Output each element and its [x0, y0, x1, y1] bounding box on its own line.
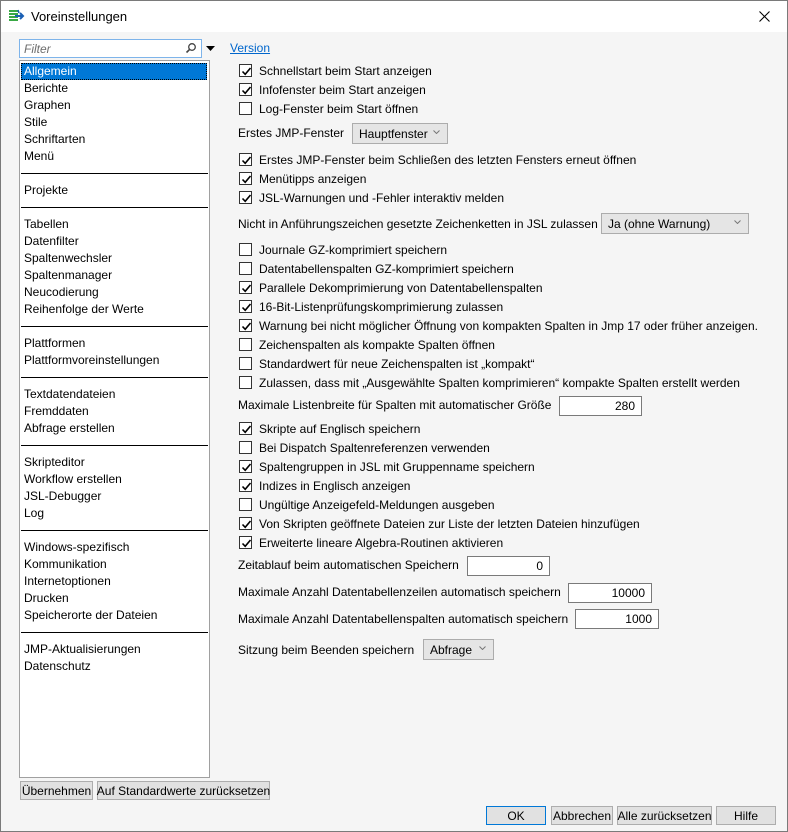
checkbox[interactable]: [239, 422, 252, 435]
nav-separator: [21, 445, 208, 446]
checkbox[interactable]: [239, 172, 252, 185]
sidebar-item[interactable]: Plattformvoreinstellungen: [24, 353, 160, 367]
checkbox-row[interactable]: [239, 355, 534, 372]
checkbox-label: Skripte auf Englisch speichern: [259, 421, 421, 436]
sidebar-item[interactable]: Internetoptionen: [24, 574, 111, 588]
sidebar-item[interactable]: Fremddaten: [24, 404, 89, 418]
checkmark-icon: [241, 519, 252, 530]
checkbox[interactable]: [239, 191, 252, 204]
checkbox[interactable]: [239, 536, 252, 549]
sidebar-item[interactable]: Graphen: [24, 98, 71, 112]
dropdown-arrow-icon: [206, 46, 215, 51]
checkbox-label: Journale GZ-komprimiert speichern: [259, 242, 448, 257]
sidebar-item[interactable]: Schriftarten: [24, 132, 86, 146]
sidebar-item[interactable]: Speicherorte der Dateien: [24, 608, 158, 622]
checkmark-icon: [241, 174, 252, 185]
checkbox-label: Erstes JMP-Fenster beim Schließen des letzten Fensters erneut öffnen: [259, 152, 637, 167]
checkbox[interactable]: [239, 83, 252, 96]
checkbox[interactable]: [239, 479, 252, 492]
checkbox[interactable]: [239, 319, 252, 332]
checkbox-label: Warnung bei nicht möglicher Öffnung von kompakten Spalten in Jmp 17 oder früher anzeigen.: [259, 318, 758, 333]
checkbox[interactable]: [239, 441, 252, 454]
filter-input[interactable]: [20, 40, 180, 57]
autosave-timeout-label: Zeitablauf beim automatischen Speichern: [238, 558, 459, 572]
nav-separator: [21, 530, 208, 531]
checkmark-icon: [241, 193, 252, 204]
sidebar-item[interactable]: Textdatendateien: [24, 387, 116, 401]
sidebar-item[interactable]: Datenfilter: [24, 234, 79, 248]
checkbox[interactable]: [239, 153, 252, 166]
sidebar-item[interactable]: Drucken: [24, 591, 69, 605]
nav-separator: [21, 632, 208, 633]
checkbox-row[interactable]: [239, 279, 543, 296]
checkbox-label: Erweiterte lineare Algebra-Routinen aktivieren: [259, 535, 504, 550]
checkmark-icon: [241, 321, 252, 332]
sidebar-item[interactable]: Allgemein: [21, 63, 207, 80]
reset-all-button[interactable]: Alle zurücksetzen: [617, 806, 712, 825]
checkbox[interactable]: [239, 300, 252, 313]
checkmark-icon: [241, 155, 252, 166]
checkbox-row[interactable]: [239, 298, 503, 315]
checkbox-row[interactable]: [239, 241, 447, 258]
nav-separator: [21, 377, 208, 378]
checkmark-icon: [241, 481, 252, 492]
checkbox-label: Schnellstart beim Start anzeigen: [259, 63, 432, 78]
checkbox[interactable]: [239, 243, 252, 256]
chevron-down-icon: [479, 646, 486, 650]
checkbox[interactable]: [239, 262, 252, 275]
sidebar-item[interactable]: Datenschutz: [24, 659, 91, 673]
checkbox-row[interactable]: [239, 170, 366, 187]
max-list-width-label: Maximale Listenbreite für Spalten mit automatischer Größe: [238, 398, 552, 412]
sidebar-item[interactable]: Tabellen: [24, 217, 69, 231]
checkbox-label: Ungültige Anzeigefeld-Meldungen ausgeben: [259, 497, 495, 512]
max-list-width-field[interactable]: 280: [559, 396, 642, 416]
nav-separator: [21, 326, 208, 327]
checkbox-row[interactable]: [239, 151, 636, 168]
checkbox-label: Log-Fenster beim Start öffnen: [259, 101, 419, 116]
first-window-select[interactable]: [352, 123, 448, 144]
first-window-label: Erstes JMP-Fenster: [238, 126, 345, 140]
checkbox-row[interactable]: [239, 496, 495, 513]
sidebar-item[interactable]: Log: [24, 506, 45, 520]
checkbox-label: Datentabellenspalten GZ-komprimiert speichern: [259, 261, 514, 276]
sidebar-item[interactable]: Plattformen: [24, 336, 86, 350]
checkbox-row[interactable]: [239, 374, 740, 391]
checkmark-icon: [241, 462, 252, 473]
sidebar-item[interactable]: Spaltenwechsler: [24, 251, 113, 265]
checkbox-label: Zulassen, dass mit „Ausgewählte Spalten komprimieren“ kompakte Spalten erstellt werden: [259, 375, 740, 390]
search-icon: [185, 42, 197, 54]
sidebar-item[interactable]: Stile: [24, 115, 48, 129]
checkbox[interactable]: [239, 102, 252, 115]
sidebar-item[interactable]: Abfrage erstellen: [24, 421, 115, 435]
sidebar-item[interactable]: Berichte: [24, 81, 69, 95]
checkmark-icon: [241, 66, 252, 77]
sidebar-item[interactable]: Skripteditor: [24, 455, 85, 469]
checkbox-row[interactable]: [239, 420, 420, 437]
checkbox-label: Spaltengruppen in JSL mit Gruppenname speichern: [259, 459, 535, 474]
nav-separator: [21, 207, 208, 208]
checkbox[interactable]: [239, 498, 252, 511]
nav-separator: [21, 173, 208, 174]
checkbox-label: Bei Dispatch Spaltenreferenzen verwenden: [259, 440, 490, 455]
sidebar-item[interactable]: Menü: [24, 149, 55, 163]
close-icon: [759, 11, 770, 22]
checkbox-row[interactable]: [239, 515, 640, 532]
checkbox-row[interactable]: [239, 477, 410, 494]
filter-field[interactable]: [19, 39, 202, 58]
sidebar-item[interactable]: Windows-spezifisch: [24, 540, 130, 554]
jmp-app-icon: [9, 9, 25, 23]
checkbox[interactable]: [239, 338, 252, 351]
sidebar-item[interactable]: Kommunikation: [24, 557, 107, 571]
checkbox-row[interactable]: [239, 260, 514, 277]
checkbox-row[interactable]: [239, 439, 490, 456]
checkbox[interactable]: [239, 357, 252, 370]
checkmark-icon: [241, 424, 252, 435]
category-list[interactable]: [19, 60, 210, 778]
checkmark-icon: [241, 302, 252, 313]
autosave-max-rows-label: Maximale Anzahl Datentabellenzeilen automatisch speichern: [238, 585, 561, 599]
save-session-value: Abfrage: [430, 642, 473, 657]
sidebar-item[interactable]: Projekte: [24, 183, 69, 197]
autosave-max-cols-label: Maximale Anzahl Datentabellenspalten automatisch speichern: [238, 612, 569, 626]
help-button[interactable]: Hilfe: [716, 806, 776, 825]
apply-button[interactable]: Übernehmen: [20, 781, 93, 800]
sidebar-item[interactable]: JSL-Debugger: [24, 489, 102, 503]
checkbox-label: JSL-Warnungen und -Fehler interaktiv melden: [259, 190, 505, 205]
checkbox-row[interactable]: [239, 81, 426, 98]
save-session-select[interactable]: [423, 639, 494, 660]
sidebar-item[interactable]: Spaltenmanager: [24, 268, 113, 282]
checkbox-label: Indizes in Englisch anzeigen: [259, 478, 411, 493]
checkbox-row[interactable]: [239, 534, 503, 551]
checkbox-row[interactable]: [239, 458, 535, 475]
checkbox-row[interactable]: [239, 336, 495, 353]
unquoted-strings-label: Nicht in Anführungszeichen gesetzte Zeichenketten in JSL zulassen: [238, 217, 598, 231]
unquoted-strings-value: Ja (ohne Warnung): [608, 216, 711, 231]
close-button[interactable]: [741, 1, 787, 32]
save-session-label: Sitzung beim Beenden speichern: [238, 643, 415, 657]
autosave-max-cols-field[interactable]: 1000: [575, 609, 659, 629]
checkbox-label: Infofenster beim Start anzeigen: [259, 82, 426, 97]
unquoted-strings-select[interactable]: [601, 213, 749, 234]
checkmark-icon: [241, 538, 252, 549]
checkbox[interactable]: [239, 376, 252, 389]
checkmark-icon: [241, 85, 252, 96]
checkbox-row[interactable]: [239, 189, 504, 206]
sidebar-item[interactable]: Workflow erstellen: [24, 472, 122, 486]
chevron-down-icon: [433, 130, 440, 134]
title-bar: [1, 1, 787, 32]
checkbox[interactable]: [239, 517, 252, 530]
filter-dropdown-button[interactable]: [204, 41, 216, 55]
first-window-value: Hauptfenster: [359, 126, 428, 141]
checkbox-label: Parallele Dekomprimierung von Datentabellenspalten: [259, 280, 543, 295]
chevron-down-icon: [734, 220, 741, 224]
version-link[interactable]: Version: [230, 41, 271, 55]
checkbox-row[interactable]: [239, 100, 418, 117]
window-title: Voreinstellungen: [31, 9, 128, 24]
checkbox-label: 16-Bit-Listenprüfungskomprimierung zulassen: [259, 299, 504, 314]
sidebar-item[interactable]: Reihenfolge der Werte: [24, 302, 144, 316]
checkbox-row[interactable]: [239, 317, 758, 334]
autosave-timeout-field[interactable]: 0: [467, 556, 550, 576]
sidebar-item[interactable]: Neucodierung: [24, 285, 99, 299]
cancel-button[interactable]: Abbrechen: [551, 806, 613, 825]
checkbox[interactable]: [239, 64, 252, 77]
checkbox-row[interactable]: [239, 62, 432, 79]
checkbox-label: Zeichenspalten als kompakte Spalten öffnen: [259, 337, 495, 352]
ok-button[interactable]: OK: [486, 806, 546, 825]
reset-defaults-button[interactable]: Auf Standardwerte zurücksetzen: [97, 781, 270, 800]
checkbox[interactable]: [239, 460, 252, 473]
checkmark-icon: [241, 283, 252, 294]
checkbox-label: Von Skripten geöffnete Dateien zur Liste der letzten Dateien hinzufügen: [259, 516, 640, 531]
checkbox[interactable]: [239, 281, 252, 294]
checkbox-label: Menütipps anzeigen: [259, 171, 367, 186]
checkbox-label: Standardwert für neue Zeichenspalten ist „kompakt“: [259, 356, 535, 371]
sidebar-item[interactable]: JMP-Aktualisierungen: [24, 642, 141, 656]
autosave-max-rows-field[interactable]: 10000: [568, 583, 652, 603]
